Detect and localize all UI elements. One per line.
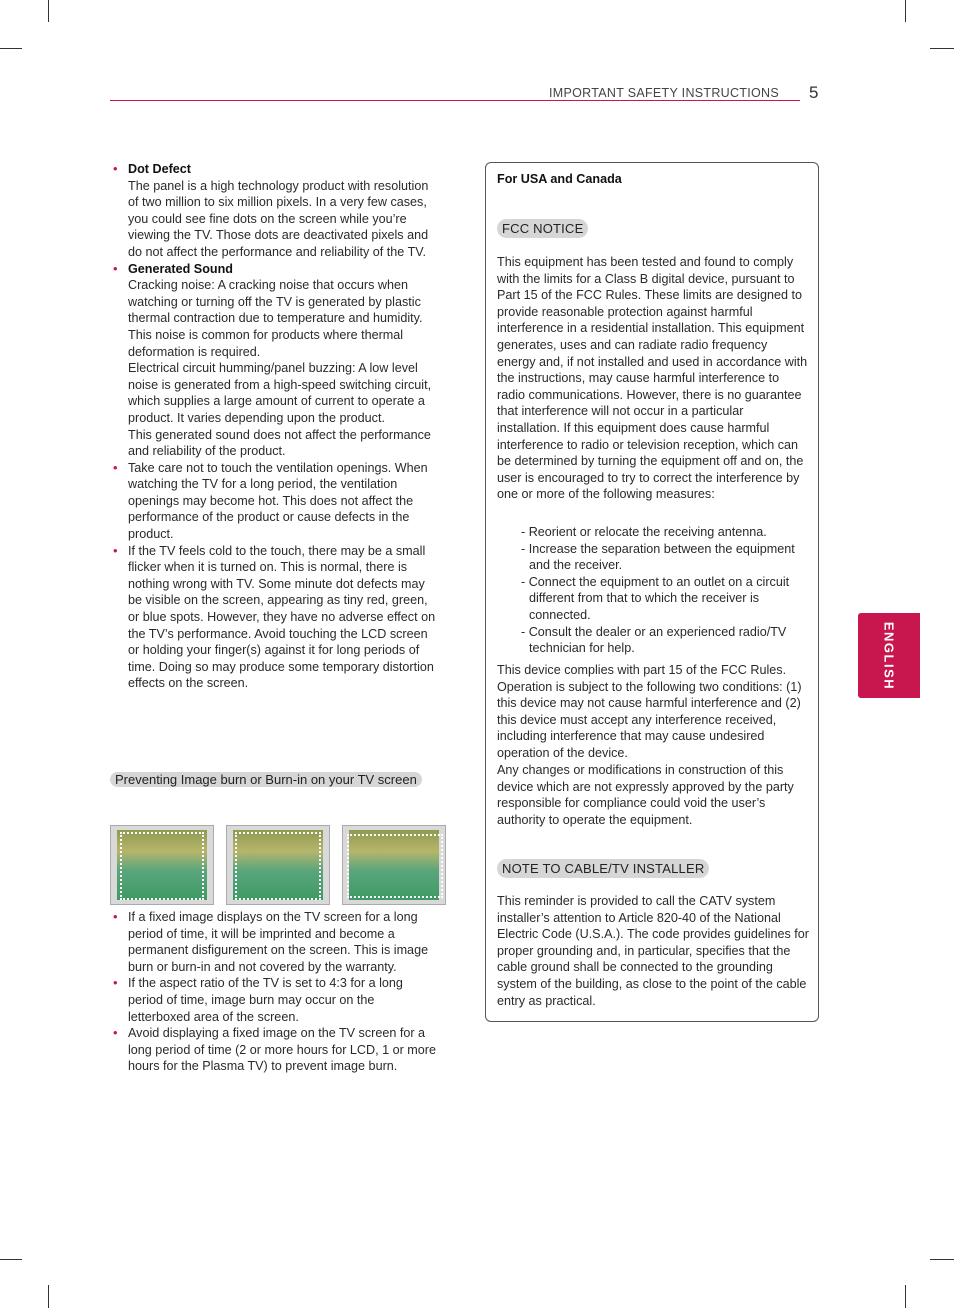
fcc-notice-label: FCC NOTICE bbox=[497, 219, 588, 238]
crop-mark bbox=[905, 0, 906, 22]
list-item bbox=[110, 161, 440, 261]
list-item: - Consult the dealer or an experienced radio/TV technician for help. bbox=[521, 624, 787, 656]
item-text: • If the TV feels cold to the touch, there may be a small flicker when it is turned on. This is normal, there is nothing wrong with TV. Some minute dot defects may be visible on the screen, appearing as tiny red, green, or blue spots. However, they have no adverse effect on the TV’s performance. Avoid touching the LCD screen or holding your finger(s) against it for long periods of time. Doing so may produce some temporary distortion effects on the screen. bbox=[128, 543, 436, 691]
burn-outline bbox=[120, 832, 204, 900]
item-text: • Take care not to touch the ventilation openings. When watching the TV for a long period, the ventilation openings may become hot. This does not affect the performance of the product or cause defects in the product. bbox=[128, 460, 428, 542]
region-heading: For USA and Canada bbox=[497, 172, 622, 186]
cable-note-text: This reminder is provided to call the CATV system installer’s attention to Article 820-40 of the National Electric Code (U.S.A.). The code provides guidelines for proper grounding and, in particular, specifies that the cable ground shall be connected to the grounding system of the building, as close to the point of the cable entry as practical. bbox=[497, 894, 809, 1008]
item-title: • Dot Defect bbox=[128, 162, 191, 176]
crop-mark bbox=[48, 1285, 49, 1308]
safety-list bbox=[110, 161, 440, 692]
crop-mark bbox=[905, 1285, 906, 1308]
tv-illustration-widescreen bbox=[342, 825, 446, 905]
fcc-measures-list bbox=[519, 524, 811, 657]
list-item: • If a fixed image displays on the TV screen for a long period of time, it will be imprinted and become a permanent disfigurement on the screen. This is image burn or burn-in and not covered by the warranty. bbox=[110, 909, 440, 975]
burn-outline bbox=[347, 834, 443, 898]
burn-in-list bbox=[110, 909, 440, 1075]
language-tab-label: ENGLISH bbox=[881, 621, 897, 690]
item-text: Electrical circuit humming/panel buzzing: A low level noise is generated from a high-speed switching circuit, which supplies a large amount of current to operate a product. It varies depending upon the product. bbox=[128, 361, 432, 425]
fcc-changes-text: Any changes or modifications in construction of this device which are not expressly approved by the party responsible for compliance could void the user’s authority to operate the equipment. bbox=[497, 763, 794, 827]
list-item: • Avoid displaying a fixed image on the TV screen for a long period of time (2 or more hours for LCD, 1 or more hours for the Plasma TV) to prevent image burn. bbox=[110, 1025, 440, 1075]
list-item: - Reorient or relocate the receiving antenna. bbox=[521, 525, 767, 539]
crop-mark bbox=[0, 1259, 22, 1260]
item-text: The panel is a high technology product with resolution of two million to six million pixels. In a very few cases, you could see fine dots on the screen while you’re viewing the TV. Those dots are deactivated pixels and do not affect the performance and reliability of the TV. bbox=[128, 178, 429, 259]
item-text: Cracking noise: A cracking noise that occurs when watching or turning off the TV is generated by plastic thermal contraction due to temperature and humidity. This noise is common for products where thermal deformation is required. bbox=[128, 278, 423, 359]
header-rule bbox=[110, 100, 800, 101]
list-item: - Connect the equipment to an outlet on a circuit different from that to which the receiver is connected. bbox=[521, 574, 790, 622]
cable-note-label: NOTE TO CABLE/TV INSTALLER bbox=[497, 859, 709, 878]
header-title: IMPORTANT SAFETY INSTRUCTIONS bbox=[549, 86, 780, 100]
list-item bbox=[110, 460, 440, 543]
item-title: • Generated Sound bbox=[128, 261, 233, 276]
fcc-compliance-text: This device complies with part 15 of the FCC Rules. Operation is subject to the following two conditions: (1) this device may not cause harmful interference and (2) this device must accept any interference received, including interference that may cause undesired operation of the device. bbox=[497, 663, 802, 760]
list-item: • If the aspect ratio of the TV is set to 4:3 for a long period of time, image burn may occur on the letterboxed area of the screen. bbox=[110, 975, 440, 1025]
crop-mark bbox=[930, 48, 954, 49]
page-number: 5 bbox=[809, 83, 819, 102]
left-column bbox=[110, 161, 440, 692]
tv-illustrations bbox=[110, 825, 446, 905]
item-text: This generated sound does not affect the performance and reliability of the product. bbox=[128, 427, 431, 459]
burn-in-heading bbox=[110, 770, 425, 789]
burn-in-heading-text: Preventing Image burn or Burn-in on your TV screen bbox=[110, 772, 422, 787]
crop-mark bbox=[930, 1259, 954, 1260]
crop-mark bbox=[48, 0, 49, 22]
burn-outline bbox=[235, 832, 321, 900]
burn-in-list-container bbox=[110, 909, 440, 1075]
crop-mark bbox=[0, 48, 22, 49]
tv-illustration-border bbox=[226, 825, 330, 905]
list-item bbox=[110, 261, 440, 460]
language-tab bbox=[858, 613, 920, 698]
list-item bbox=[110, 543, 440, 692]
tv-illustration-letterbox bbox=[110, 825, 214, 905]
list-item: - Increase the separation between the equipment and the receiver. bbox=[521, 541, 795, 573]
fcc-intro-text: This equipment has been tested and found to comply with the limits for a Class B digital device, pursuant to Part 15 of the FCC Rules. These limits are designed to provide reasonable protection against harmful interference in a residential installation. This equipment generates, uses and can radiate radio frequency energy and, if not installed and used in accordance with the instructions, may cause harmful interference to radio communications. However, there is no guarantee that interference will not occur in a particular installation. If this equipment does cause harmful interference to radio or television reception, which can be determined by turning the equipment off and on, the user is encouraged to try to correct the interference by one or more of the following measures: bbox=[497, 255, 808, 502]
